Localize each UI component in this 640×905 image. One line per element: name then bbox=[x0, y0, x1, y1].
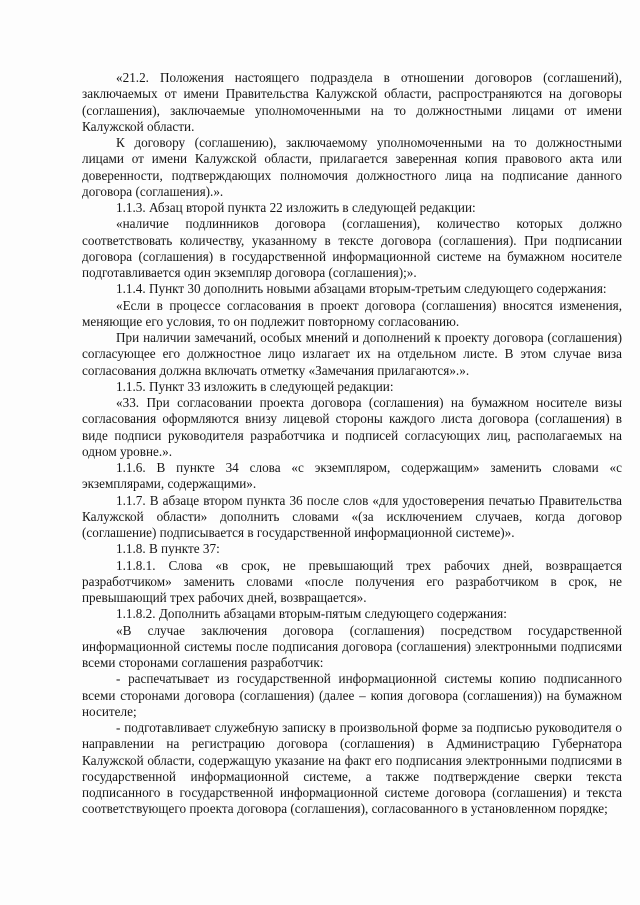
document-body bbox=[82, 70, 622, 818]
paragraph-1-1-4: 1.1.4. Пункт 30 дополнить новыми абзацами вторым-третьим следующего содержания: bbox=[116, 281, 607, 297]
paragraph-33: «33. При согласовании проекта договора (соглашения) на бумажном носителе визы согласования оформляются внизу лицевой стороны каждого листа договора (соглашения) в виде подписи руководителя разработчика и подписей согласующих лиц, располагаемых на одном уровне.». bbox=[82, 395, 622, 459]
list-item-memo: - подготавливает служебную записку в произвольной форме за подписью руководителя о направлении на регистрацию договора (соглашения) в Администрацию Губернатора Калужской области, содержащую указание на факт его подписания электронными подписями в государственной информационной системе, а также подтверждение сверки текста подписанного в государственной информационной системе договора (соглашения) и текста соответствующего проекта договора (соглашения), согласованного в установленном порядке; bbox=[82, 720, 622, 817]
paragraph-gis-signing: «В случае заключения договора (соглашения) посредством государственной информационной системы после подписания договора (соглашения) электронными подписями всеми сторонами соглашения разработчик: bbox=[82, 622, 622, 670]
paragraph-1-1-6: 1.1.6. В пункте 34 слова «с экземпляром, содержащим» заменить словами «с экземплярами, содержащими». bbox=[82, 460, 622, 492]
paragraph-repeat-approval: «Если в процессе согласования в проект договора (соглашения) вносятся изменения, меняющие его условия, то он подлежит повторному согласованию. bbox=[82, 297, 622, 329]
paragraph-1-1-7: 1.1.7. В абзаце втором пункта 36 после слов «для удостоверения печатью Правительства Калужской области» дополнить словами «(за исключением случаев, когда договор (соглашение) подписывается в государственной информационной системе)». bbox=[82, 492, 622, 540]
list-item-print-copy: - распечатывает из государственной информационной системы копию подписанного всеми сторонами договора (соглашения) (далее – копия договора (соглашения)) на бумажном носителе; bbox=[82, 671, 622, 719]
paragraph-1-1-8-2: 1.1.8.2. Дополнить абзацами вторым-пятым следующего содержания: bbox=[116, 606, 507, 622]
paragraph-21-2: «21.2. Положения настоящего подраздела в отношении договоров (соглашений), заключаемых от имени Правительства Калужской области, распространяются на договоры (соглашения), заключаемые уполномоченными на то должностными лицами от имени Калужской области. bbox=[82, 70, 622, 134]
paragraph-1-1-5: 1.1.5. Пункт 33 изложить в следующей редакции: bbox=[116, 378, 394, 394]
paragraph-originals: «наличие подлинников договора (соглашения), количество которых должно соответствовать количеству, указанному в тексте договора (соглашения). При подписании договора (соглашения) в государственной информационной системе на бумажном носителе подготавливается один экземпляр договора (соглашения);». bbox=[82, 216, 622, 280]
paragraph-attachment: К договору (соглашению), заключаемому уполномоченными на то должностными лицами от имени Калужской области, прилагается заверенная копия правового акта или доверенности, подтверждающих полномочия должностного лица на подписание данного договора (соглашения).». bbox=[82, 135, 622, 199]
paragraph-1-1-8: 1.1.8. В пункте 37: bbox=[116, 541, 220, 557]
paragraph-1-1-3: 1.1.3. Абзац второй пункта 22 изложить в следующей редакции: bbox=[116, 200, 476, 215]
paragraph-1-1-8-1: 1.1.8.1. Слова «в срок, не превышающий трех рабочих дней, возвращается разработчиком» заменить словами «после получения его разработчиком в срок, не превышающий трех рабочих дней, возвращается». bbox=[82, 557, 622, 605]
paragraph-remarks: При наличии замечаний, особых мнений и дополнений к проекту договора (соглашения) согласующее его должностное лицо излагает их на отдельном листе. В этом случае виза согласования должна включать отметку «Замечания прилагаются».». bbox=[82, 330, 622, 378]
